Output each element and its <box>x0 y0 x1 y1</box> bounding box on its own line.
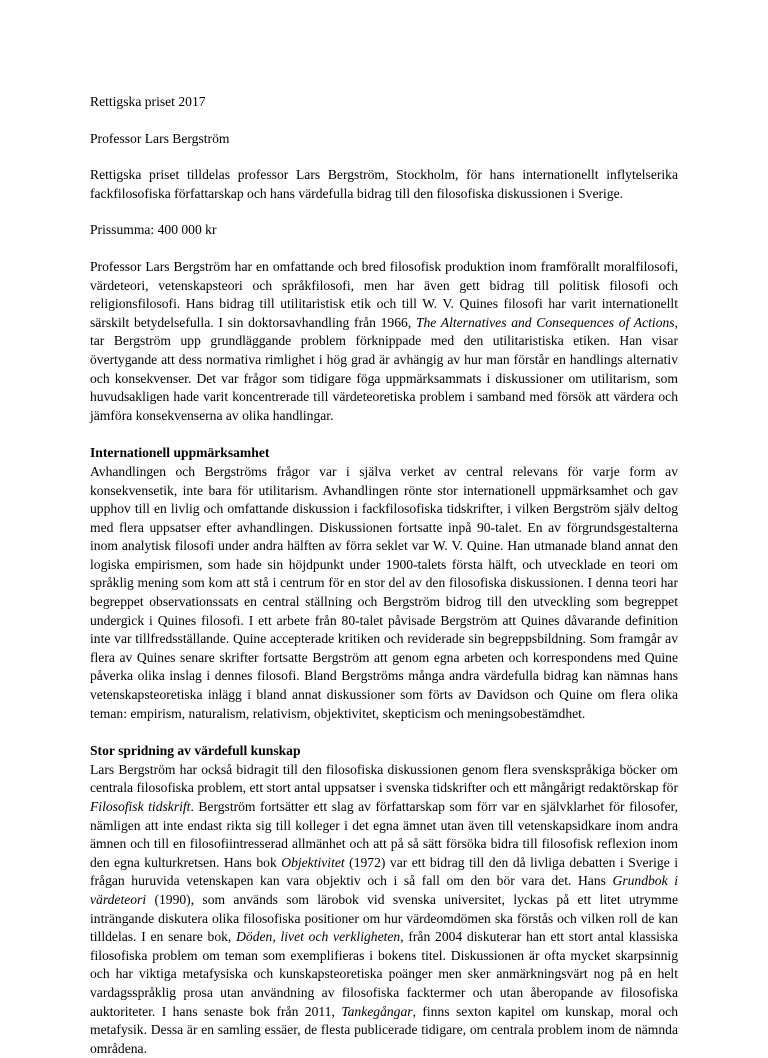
spread-text-2: . Bergström fortsätter ett slag av författarskap som förr var en självklarhet för filosofer, nämligen att inte endast rikta sig till kolleger i det egna ämnet utan även till vetenskapsidkare inom andra ämnen och till en filosofiintresserad allmänhet och att på så sätt försöka bidra till filosofisk reflexion inom den egna kulturkretsen. Hans bok <box>90 799 678 870</box>
spread-text-6: , finns sexton kapitel om kunskap, moral och metafysik. Dessa är en samling essäer, de flesta publicerade tidigare, om centrala problem inom de nämnda områdena. <box>90 1003 678 1056</box>
section-paragraph-international: Avhandlingen och Bergströms frågor var i själva verket av central relevans för varje form av konsekvensetik, inte bara för utilitarism. Avhandlingen rönte stor internationell uppmärksamhet och gav upphov till en livlig och omfattande diskussion i fackfilosofiska tidskrifter, i vilken Bergström själv deltog med flera uppsatser efter avhandlingen. Diskussionen fortsatte inpå 90-talet. En av förgrundsgestalterna inom analytisk filosofi under andra hälften av förra seklet var W. V. Quine. Han utmanade bland annat den logiska empirismen, som hade sin höjdpunkt under 1900-talets första hälft, och utvecklade en teori om språklig mening som kom att stå i centrum för en stor del av den filosofiska diskussionen. I denna teori har begreppet observationssats en central ställning och Bergström bidrog till den utveckling som begreppet undergick i Quines filosofi. I ett arbete från 80-talet påvisade Bergström att Quines dåvarande definition inte var tillfredsställande. Quine accepterade kritiken och reviderade sin begreppsbildning. Som framgår av flera av Quines senare skrifter fortsatte Bergström att genom egna arbeten och korrespondens med Quine påverka olika inslag i dennes filosofi. Bland Bergströms många andra värdefulla bidrag kan nämnas hans vetenskapsteoretiska inlägg i bland annat diskussioner som förts av Davidson och Quine om flera olika teman: empirism, naturalism, relativism, objektivitet, skepticism och meningsobestämdhet. <box>90 463 678 721</box>
section-paragraph-spread <box>90 761 678 1058</box>
book-title-doden: Döden, livet och verkligheten <box>236 929 401 945</box>
laureate-name: Professor Lars Bergström <box>90 130 230 146</box>
dissertation-title: The Alternatives and Consequences of Actions <box>415 314 675 330</box>
intro-paragraph <box>90 258 678 425</box>
intro-text-2: , tar Bergström upp grundläggande problem förknippade med den utilitaristiska etiken. Han visar övertygande att dess normativa rimlighet i hög grad är avhängig av hur man förstår en handlings alternativ och konsekvenser. Det var frågor som tidigare föga uppmärksammats i diskussioner om utilitarism, som huvudsakligen hade varit koncentrerade till värdeteoretiska problem i samband med försök att värdera och jämföra konsekvenserna av olika handlingar. <box>90 314 678 423</box>
intro-text-1: Professor Lars Bergström har en omfattande och bred filosofisk produktion inom framförallt moralfilosofi, värdeteori, vetenskapsteori och språkfilosofi, men har även gett bidrag till politisk filosofi och religionsfilosofi. Hans bidrag till utilitaristisk etik och till W. V. Quines filosofi har varit internationellt särskilt betydelsefulla. I sin doktorsavhandling från 1966, <box>90 258 678 330</box>
book-title-objektivitet: Objektivitet <box>281 854 345 870</box>
spread-text-5: , från 2004 diskuterar han ett stort antal klassiska filosofiska problem om teman som exemplifieras i bokens titel. Diskussionen är ofta mycket skarpsinnig och har viktiga metafysiska och kunskapsteoretiska poänger men sker anmärkningsvärt nog på en helt vardagsspråklig prosa utan användning av filosofiska facktermer och utan åberopande av filosofiska auktoriteter. I hans senaste bok från 2011, <box>90 929 678 1019</box>
prize-sum: Prissumma: 400 000 kr <box>90 222 217 238</box>
section-heading-spread: Stor spridning av värdefull kunskap <box>90 743 301 759</box>
book-title-grundbok: Grundbok i värdeteori <box>90 873 678 907</box>
prize-citation: Rettigska priset tilldelas professor Lars Bergström, Stockholm, för hans internationellt inflytelserika fackfilosofiska författarskap och hans värdefulla bidrag till den filosofiska diskussionen i Sverige. <box>90 167 678 201</box>
spread-text-4: (1990), som används som lärobok vid svenska universitet, lyckas på ett litet utrymme inträngande diskutera olika filosofiska positioner om hur värdeomdömen ska förstås och vilken roll de kan tilldelas. I en senare bok, <box>90 891 678 945</box>
spread-text-1: Lars Bergström har också bidragit till den filosofiska diskussionen genom flera svenskspråkiga böcker om centrala filosofiska problem, ett stort antal uppsatser i svenska tidskrifter och ett mångårigt redaktörskap för <box>90 761 678 796</box>
section-heading-international: Internationell uppmärksamhet <box>90 445 270 461</box>
journal-title: Filosofisk tidskrift <box>90 799 191 814</box>
spread-text-3: (1972) var ett bidrag till den då livliga debatten i Sverige i frågan huruvida vetenskapen kan vara objektiv och i så fall om den bör vara det. Hans <box>90 854 679 889</box>
book-title-tankegangar: Tankegångar <box>341 1003 413 1019</box>
prize-title: Rettigska priset 2017 <box>90 94 206 109</box>
